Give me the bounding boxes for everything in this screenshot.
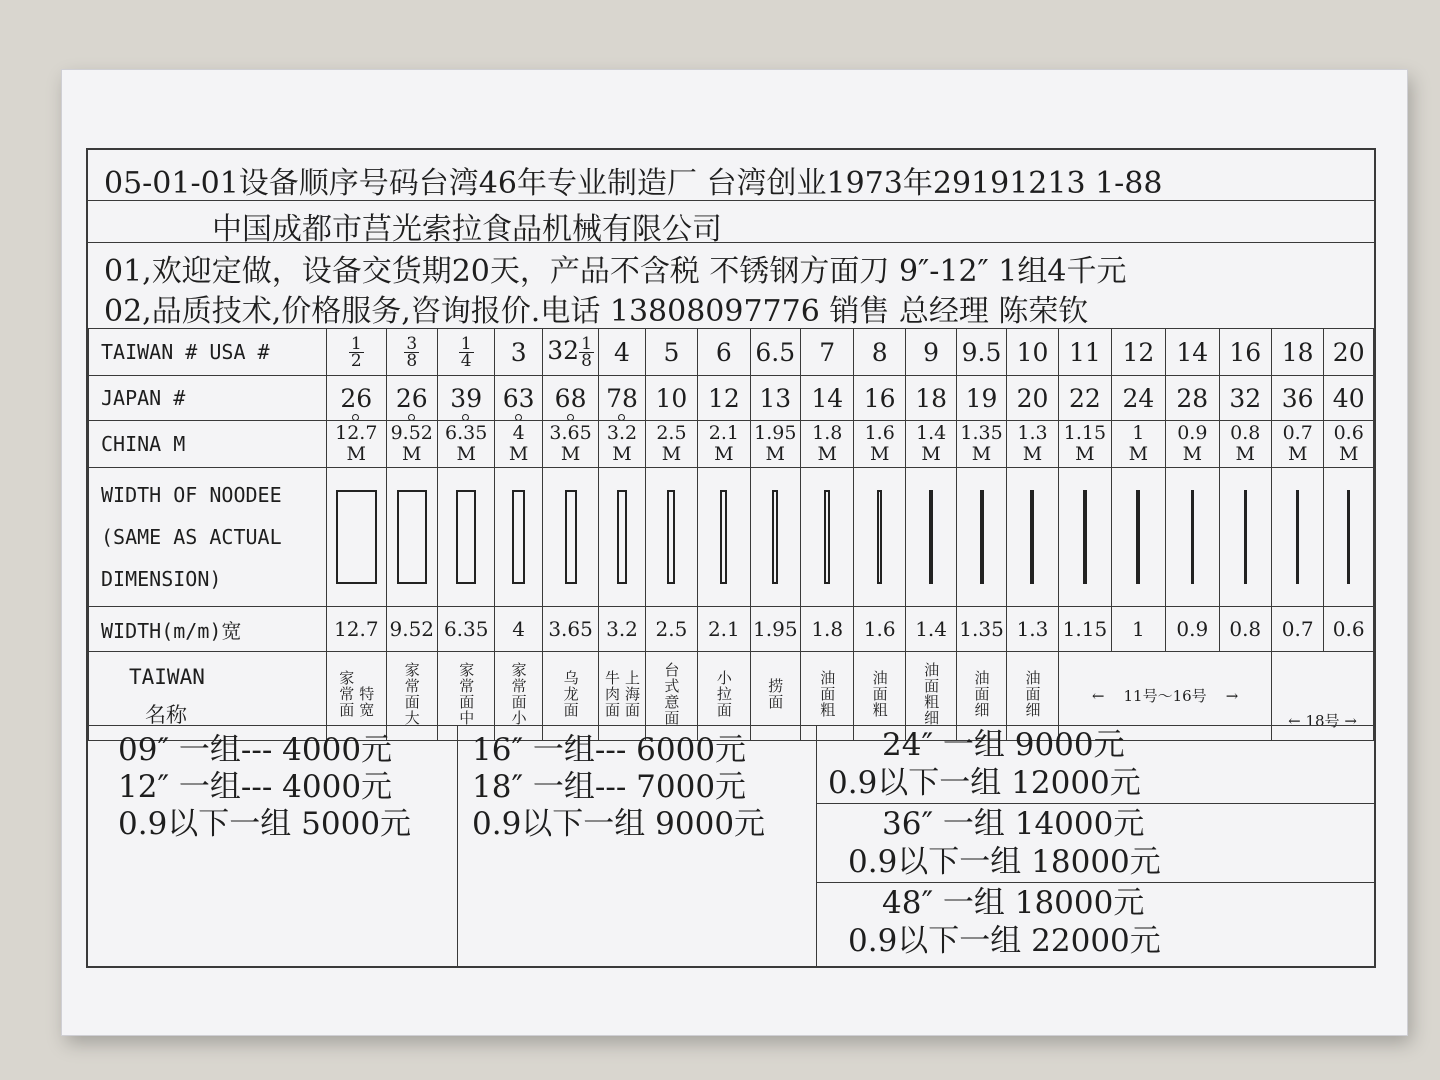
taiwan-usa-value: 11: [1069, 337, 1101, 367]
denominator: 2: [350, 350, 362, 371]
japan-value: 13: [759, 383, 792, 413]
china-cell: [801, 421, 854, 468]
row-label: [89, 468, 327, 607]
width-drawing-cell: [854, 468, 905, 607]
china-value: 3.65: [549, 422, 592, 444]
taiwan-usa-value: 8: [871, 337, 888, 367]
width-mm-cell: 3.2: [599, 607, 645, 652]
japan-cell: [645, 376, 697, 421]
taiwan-usa-value: [349, 333, 364, 371]
noodle-name-cell: [750, 652, 800, 741]
taiwan-usa-value: 6: [715, 337, 732, 367]
price-line: 12″ 一组--- 4000元: [118, 769, 393, 805]
width-mm-cell: 1.95: [750, 607, 800, 652]
noodle-width-bar: [456, 490, 476, 584]
japan-value: 78: [606, 384, 638, 413]
china-value: 0.8: [1230, 422, 1261, 444]
width-mm-cell: 1.15: [1059, 607, 1111, 652]
noodle-width-bar: [1244, 490, 1247, 584]
japan-value: 24: [1122, 383, 1155, 413]
width-mm-cell: 0.9: [1166, 607, 1219, 652]
japan-cell: [437, 376, 494, 421]
china-unit: M: [661, 443, 682, 465]
japan-value: 20: [1016, 383, 1049, 413]
width-drawing-cell: [645, 468, 697, 607]
header-line: 05-01-01设备顺序号码台湾46年专业制造厂 台湾创业1973年29191213 1-88: [104, 166, 1163, 201]
japan-cell: [386, 376, 437, 421]
china-unit: M: [869, 443, 890, 465]
japan-value: 26: [340, 384, 372, 413]
price-line: 18″ 一组--- 7000元: [472, 769, 747, 805]
noodle-width-bar: [1347, 490, 1350, 584]
china-value: 1.35: [960, 422, 1003, 444]
company-name: 中国成都市莒光索拉食品机械有限公司: [212, 212, 722, 247]
china-unit: M: [1182, 443, 1203, 465]
china-value: 2.5: [656, 422, 687, 444]
row-label: CHINA M: [89, 421, 327, 468]
noodle-width-bar: [720, 490, 727, 584]
note-1: 01,欢迎定做，设备交货期20天，产品不含税 不锈钢方面刀 9″-12″ 1组4千元: [104, 254, 1127, 289]
width-mm-cell: 0.6: [1324, 607, 1374, 652]
taiwan-usa-cell: [437, 329, 494, 376]
noodle-name: 特宽: [357, 686, 376, 718]
china-cell: [1006, 421, 1058, 468]
taiwan-usa-value: 10: [1016, 337, 1049, 367]
china-value: 12.7: [335, 422, 378, 444]
noodle-name: 乌龙面: [561, 670, 580, 718]
japan-cell: [327, 376, 387, 421]
china-cell: [750, 421, 800, 468]
row-label-line: DIMENSION): [101, 567, 222, 591]
china-unit: M: [817, 443, 837, 465]
japan-cell: [1324, 376, 1374, 421]
circle-mark-icon: [352, 414, 359, 421]
china-value: 1.15: [1063, 422, 1107, 444]
china-unit: M: [560, 443, 581, 465]
divider: [88, 242, 1374, 243]
width-drawing-cell: [437, 468, 494, 607]
price-line: 0.9以下一组 12000元: [828, 765, 1141, 801]
taiwan-usa-cell: [750, 329, 800, 376]
price-line: 24″ 一组 9000元: [882, 727, 1125, 763]
row-label-line: (SAME AS ACTUAL: [101, 525, 282, 549]
china-unit: M: [346, 443, 367, 465]
china-value: 1.4: [916, 422, 947, 444]
japan-cell: [1219, 376, 1271, 421]
price-col-2: [472, 732, 765, 843]
range-label: 18号: [1305, 712, 1340, 730]
taiwan-usa-value: 9.5: [961, 337, 1002, 367]
spec-table: [88, 328, 1374, 741]
width-mm-cell: 2.1: [698, 607, 750, 652]
china-cell: [698, 421, 750, 468]
numerator: 3: [406, 333, 418, 354]
divider: [88, 200, 1374, 201]
china-unit: M: [508, 443, 529, 465]
circle-mark-icon: [567, 414, 574, 421]
width-mm-cell: 1.6: [854, 607, 905, 652]
noodle-name: 家常面: [337, 670, 356, 718]
taiwan-usa-cell: [854, 329, 905, 376]
range-label: 11号～16号: [1123, 687, 1207, 705]
noodle-width-bar: [877, 490, 882, 584]
left-arrow-icon: ←: [1091, 687, 1105, 705]
width-drawing-cell: [386, 468, 437, 607]
china-cell: [957, 421, 1006, 468]
width-drawing-cell: [327, 468, 387, 607]
japan-cell: [905, 376, 956, 421]
china-value: 6.35: [445, 422, 488, 444]
china-unit: M: [402, 443, 422, 465]
width-mm-cell: 1.4: [905, 607, 956, 652]
taiwan-usa-cell: [1059, 329, 1111, 376]
china-cell: [905, 421, 956, 468]
china-cell: [495, 421, 542, 468]
taiwan-usa-cell: [905, 329, 956, 376]
taiwan-usa-cell: [801, 329, 854, 376]
noodle-name: 捞面: [766, 678, 785, 710]
noodle-name-cell: [698, 652, 750, 741]
china-cell: [645, 421, 697, 468]
noodle-name-cell: [599, 652, 645, 741]
price-line: 0.9以下一组 18000元: [848, 844, 1161, 880]
taiwan-usa-cell: [327, 329, 387, 376]
china-unit: M: [1235, 443, 1255, 465]
china-cell: [599, 421, 645, 468]
taiwan-usa-cell: [957, 329, 1006, 376]
japan-value: 14: [811, 383, 844, 413]
width-mm-cell: 1: [1111, 607, 1165, 652]
noodle-width-bar: [617, 490, 627, 584]
width-mm-cell: 1.8: [801, 607, 854, 652]
divider: [816, 882, 1374, 883]
china-unit: M: [1287, 443, 1308, 465]
china-unit: M: [921, 443, 941, 465]
circle-mark-icon: [515, 414, 522, 421]
width-mm-cell: 1.35: [957, 607, 1006, 652]
noodle-name-cell: [386, 652, 437, 741]
taiwan-usa-value: 9: [923, 337, 940, 367]
japan-cell: [801, 376, 854, 421]
noodle-width-bar: [667, 490, 675, 584]
china-cell: [1271, 421, 1323, 468]
numerator: 1: [350, 333, 362, 354]
noodle-name-cell: [645, 652, 697, 741]
japan-value: 28: [1176, 383, 1209, 413]
taiwan-usa-value: 5: [663, 337, 680, 367]
japan-cell: [1111, 376, 1165, 421]
noodle-width-bar: [824, 490, 830, 584]
noodle-width-bar: [1030, 490, 1034, 584]
row-label-line: 名称: [145, 703, 187, 727]
china-value: 1.95: [754, 422, 797, 444]
noodle-name: 油面细: [972, 670, 991, 718]
width-drawing-row: [89, 468, 1374, 607]
taiwan-usa-value: [579, 333, 594, 371]
price-line: 0.9以下一组 5000元: [118, 806, 412, 842]
noodle-width-bar: [1083, 490, 1087, 584]
price-col-1: [118, 732, 411, 843]
width-drawing-cell: [1059, 468, 1111, 607]
china-row: [89, 421, 1374, 468]
width-drawing-cell: [542, 468, 598, 607]
circle-mark-icon: [462, 414, 469, 421]
noodle-width-bar: [397, 490, 427, 584]
china-value: 0.7: [1282, 422, 1313, 444]
width-drawing-cell: [1006, 468, 1058, 607]
china-value: 0.9: [1177, 422, 1208, 444]
width-drawing-cell: [599, 468, 645, 607]
width-mm-cell: 12.7: [327, 607, 387, 652]
taiwan-usa-value: 7: [819, 337, 836, 367]
price-line: 48″ 一组 18000元: [882, 885, 1145, 921]
china-cell: [1111, 421, 1165, 468]
china-value: 1.3: [1017, 422, 1048, 444]
taiwan-usa-cell: [542, 329, 598, 376]
numerator: 1: [581, 333, 592, 354]
china-value: 2.1: [708, 422, 739, 444]
divider: [816, 725, 817, 968]
taiwan-usa-value: 12: [1122, 337, 1155, 367]
taiwan-usa-value: 14: [1176, 337, 1209, 367]
numerator: 1: [460, 333, 472, 354]
width-mm-cell: 6.35: [437, 607, 494, 652]
price-col-3c: [848, 884, 1161, 960]
noodle-name: 台式意面: [662, 662, 681, 726]
japan-cell: [698, 376, 750, 421]
china-value: 0.6: [1333, 422, 1364, 444]
noodle-name: 油面粗: [870, 670, 889, 718]
width-drawing-cell: [1166, 468, 1219, 607]
noodle-name: 油面细: [1023, 670, 1042, 718]
divider: [457, 725, 458, 968]
divider: [88, 725, 1374, 726]
row-label: JAPAN #: [89, 376, 327, 421]
price-line: 0.9以下一组 22000元: [848, 923, 1161, 959]
row-label-line: TAIWAN: [129, 665, 205, 689]
noodle-width-bar: [565, 490, 577, 584]
width-mm-cell: 0.8: [1219, 607, 1271, 652]
width-mm-cell: 3.65: [542, 607, 598, 652]
noodle-width-bar: [772, 490, 778, 584]
width-mm-cell: 4: [495, 607, 542, 652]
japan-cell: [495, 376, 542, 421]
taiwan-usa-value: 3: [510, 337, 527, 367]
right-arrow-icon: →: [1344, 712, 1357, 730]
row-label: TAIWAN # USA #: [89, 329, 327, 376]
range-18-cell: [1271, 652, 1373, 741]
japan-cell: [1006, 376, 1058, 421]
noodle-name-cell: [327, 652, 387, 741]
china-cell: [1219, 421, 1271, 468]
noodle-name: 小拉面: [714, 670, 733, 718]
noodle-name-cell: [542, 652, 598, 741]
width-drawing-cell: [957, 468, 1006, 607]
width-drawing-cell: [905, 468, 956, 607]
taiwan-usa-cell: [1271, 329, 1323, 376]
width-drawing-cell: [495, 468, 542, 607]
china-unit: M: [765, 443, 786, 465]
japan-value: 22: [1069, 383, 1101, 413]
right-arrow-icon: →: [1225, 687, 1239, 705]
taiwan-usa-value: 4: [614, 337, 630, 367]
taiwan-usa-value: 6.5: [755, 337, 796, 367]
divider: [816, 803, 1374, 804]
china-unit: M: [456, 443, 476, 465]
japan-cell: [1271, 376, 1323, 421]
japan-cell: [854, 376, 905, 421]
china-unit: M: [714, 443, 734, 465]
circle-mark-icon: [618, 414, 625, 421]
china-value: 1.8: [812, 422, 843, 444]
width-drawing-cell: [750, 468, 800, 607]
japan-value: 16: [863, 383, 896, 413]
whole-number: 32: [547, 335, 580, 365]
noodle-name: 家常面大: [402, 662, 421, 726]
denominator: 4: [460, 350, 472, 371]
row-label-line: WIDTH OF NOODEE: [101, 483, 282, 507]
japan-value: 10: [655, 383, 688, 413]
price-line: 16″ 一组--- 6000元: [472, 732, 747, 768]
noodle-width-bar: [336, 490, 377, 584]
taiwan-usa-cell: [1111, 329, 1165, 376]
taiwan-usa-cell: [1166, 329, 1219, 376]
japan-cell: [957, 376, 1006, 421]
noodle-name: 油面粗细: [922, 662, 941, 726]
japan-cell: [1166, 376, 1219, 421]
japan-cell: [750, 376, 800, 421]
china-unit: M: [1128, 443, 1149, 465]
noodle-width-bar: [980, 490, 984, 584]
price-col-3a: [828, 726, 1141, 802]
noodle-width-bar: [929, 490, 933, 584]
japan-value: 18: [915, 383, 948, 413]
china-cell: [1166, 421, 1219, 468]
width-drawing-cell: [1219, 468, 1271, 607]
width-drawing-cell: [1324, 468, 1374, 607]
china-cell: [1324, 421, 1374, 468]
china-cell: [386, 421, 437, 468]
width-drawing-cell: [1111, 468, 1165, 607]
japan-cell: [1059, 376, 1111, 421]
japan-value: 40: [1332, 383, 1365, 413]
width-mm-row: [89, 607, 1374, 652]
china-value: 9.52: [390, 422, 433, 444]
china-cell: [327, 421, 387, 468]
note-2: 02,品质技术,价格服务,咨询报价.电话 13808097776 销售 总经理 陈荣钦: [104, 294, 1089, 329]
price-col-3b: [848, 805, 1161, 881]
taiwan-usa-value: [459, 333, 474, 371]
taiwan-usa-value: 16: [1229, 337, 1262, 367]
price-line: 09″ 一组--- 4000元: [118, 732, 393, 768]
china-unit: M: [612, 443, 632, 465]
japan-value: 39: [450, 384, 482, 413]
circle-mark-icon: [408, 414, 415, 421]
china-cell: [437, 421, 494, 468]
noodle-name-cell: [437, 652, 494, 741]
japan-value: 63: [503, 384, 535, 413]
width-drawing-cell: [1271, 468, 1323, 607]
taiwan-usa-value: 18: [1281, 337, 1314, 367]
taiwan-usa-cell: [386, 329, 437, 376]
width-mm-cell: 1.3: [1006, 607, 1058, 652]
japan-value: 68: [555, 384, 587, 413]
taiwan-usa-cell: [698, 329, 750, 376]
japan-row: [89, 376, 1374, 421]
taiwan-usa-cell: [599, 329, 645, 376]
japan-value: 32: [1229, 383, 1262, 413]
width-drawing-cell: [698, 468, 750, 607]
taiwan-usa-cell: [1219, 329, 1271, 376]
japan-cell: [542, 376, 598, 421]
china-value: 3.2: [606, 422, 638, 444]
china-unit: M: [1338, 443, 1359, 465]
japan-value: 12: [707, 383, 740, 413]
row-label: [89, 652, 327, 741]
width-drawing-cell: [801, 468, 854, 607]
china-unit: M: [1022, 443, 1043, 465]
noodle-name: 牛肉面: [603, 670, 621, 718]
china-cell: [1059, 421, 1111, 468]
price-line: 0.9以下一组 9000元: [472, 806, 766, 842]
denominator: 8: [581, 350, 592, 371]
width-mm-cell: 0.7: [1271, 607, 1323, 652]
taiwan-usa-value: [404, 333, 419, 371]
taiwan-usa-cell: [645, 329, 697, 376]
japan-value: 36: [1281, 383, 1314, 413]
taiwan-usa-row: [89, 329, 1374, 376]
japan-value: 19: [965, 383, 998, 413]
noodle-name-cell: [495, 652, 542, 741]
width-mm-cell: 9.52: [386, 607, 437, 652]
china-value: 1.6: [864, 422, 895, 444]
taiwan-usa-cell: [495, 329, 542, 376]
denominator: 8: [406, 350, 418, 371]
noodle-name: 家常面中: [457, 662, 476, 726]
row-label: WIDTH(m/m)宽: [89, 607, 327, 652]
japan-cell: [599, 376, 645, 421]
taiwan-name-row: [89, 652, 1374, 741]
width-mm-cell: 2.5: [645, 607, 697, 652]
noodle-width-bar: [1296, 490, 1299, 584]
china-cell: [854, 421, 905, 468]
japan-value: 26: [396, 384, 428, 413]
noodle-name: 油面粗: [818, 670, 837, 718]
taiwan-usa-cell: [1006, 329, 1058, 376]
price-list-document: [86, 148, 1376, 968]
noodle-width-bar: [1191, 490, 1194, 584]
noodle-width-bar: [512, 490, 525, 584]
taiwan-usa-value: 20: [1332, 337, 1365, 367]
china-value: 4: [512, 422, 525, 444]
price-line: 36″ 一组 14000元: [882, 806, 1145, 842]
taiwan-usa-cell: [1324, 329, 1374, 376]
left-arrow-icon: ←: [1288, 712, 1301, 730]
noodle-name: 家常面小: [509, 662, 528, 726]
china-value: 1: [1132, 422, 1145, 444]
china-cell: [542, 421, 598, 468]
noodle-name: 上海面: [623, 670, 641, 718]
china-unit: M: [1075, 443, 1095, 465]
noodle-width-bar: [1136, 490, 1140, 584]
china-unit: M: [971, 443, 992, 465]
